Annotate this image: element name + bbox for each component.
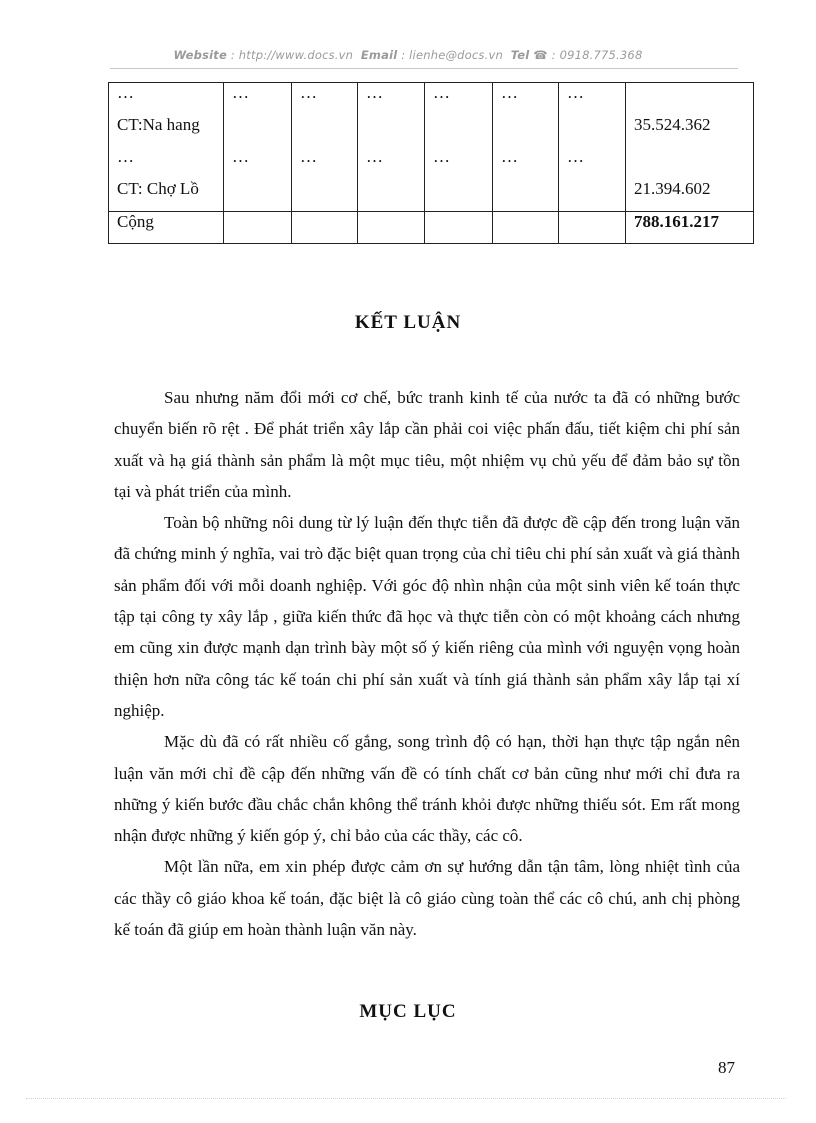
paragraph: Toàn bộ những nôi dung từ lý luận đến thực tiễn đã được đề cập đến trong luận văn đã chứng minh ý nghĩa, vai trò đặc biệt quan trọng của chỉ tiêu chi phí sản xuất và giá thành sản phẩm đối với mỗi doanh nghiệp. Với góc độ nhìn nhận của một sinh viên kế toán thực tập tại công ty xây lắp , giữa kiến thức đã học và thực tiễn còn có một khoảng cách nhưng em cũng xin được mạnh dạn trình bày một số ý kiến riêng của mình với nguyện vọng hoàn thiện hơn nữa công tác kế toán chi phí sản xuất và tính giá thành sản phẩm xây lắp tại xí nghiệp.	[114, 513, 740, 720]
header-divider	[110, 68, 738, 69]
conclusion-heading: KẾT LUẬN	[354, 312, 462, 333]
total-value: 788.161.217	[626, 212, 754, 244]
table-cell: … …	[358, 83, 425, 212]
total-label: Cộng	[109, 212, 224, 244]
table-cell: … …	[224, 83, 292, 212]
page-header	[0, 48, 816, 62]
table-cell: … …	[292, 83, 358, 212]
table-cell: … …	[425, 83, 493, 212]
email-label: Email	[360, 48, 398, 62]
table-cell: … …	[493, 83, 559, 212]
tel-label: Tel	[510, 48, 530, 62]
phone-icon: ☎	[533, 48, 548, 62]
page-number: 87	[718, 1058, 735, 1077]
paragraph: Sau nhưng năm đổi mới cơ chế, bức tranh kinh tế của nước ta đã có những bước chuyển biến rõ rệt . Để phát triển xây lắp cần phải coi việc phấn đấu, tiết kiệm chi phí sản xuất và hạ giá thành sản phẩm là một mục tiêu, một nhiệm vụ chủ yếu để đảm bảo sự tồn tại và phát triển của mình.	[114, 388, 740, 501]
tel-value: : 0918.775.368	[551, 48, 643, 62]
table-cell: … …	[559, 83, 626, 212]
website-value: : http://www.docs.vn	[230, 48, 354, 62]
conclusion-body	[114, 382, 740, 945]
table-cell-name: … CT:Na hang … CT: Chợ Lồ	[109, 83, 224, 212]
paragraph: Một lần nữa, em xin phép được cảm ơn sự hướng dẫn tận tâm, lòng nhiệt tình của các thầy cô giáo khoa kế toán, đặc biệt là cô giáo cùng toàn thể các cô chú, anh chị phòng kế toán đã giúp em hoàn thành luận văn này.	[114, 857, 740, 940]
website-label: Website	[173, 48, 227, 62]
total-row	[109, 212, 754, 244]
footer-divider	[26, 1098, 786, 1099]
paragraph: Mặc dù đã có rất nhiều cố gắng, song trình độ có hạn, thời hạn thực tập ngắn nên luận văn mới chỉ đề cập đến những vấn đề có tính chất cơ bản cũng như mới chỉ đưa ra những ý kiến bước đầu chắc chắn không thể tránh khỏi được những thiếu sót. Em rất mong nhận được những ý kiến góp ý, chỉ bảo của các thầy, các cô.	[114, 732, 740, 846]
email-value: : lienhe@docs.vn	[401, 48, 503, 62]
table-cell-amount: 35.524.362 21.394.602	[626, 83, 754, 212]
cost-table	[108, 82, 754, 244]
table-row	[109, 83, 754, 212]
contents-heading: MỤC LỤC	[359, 1001, 457, 1022]
